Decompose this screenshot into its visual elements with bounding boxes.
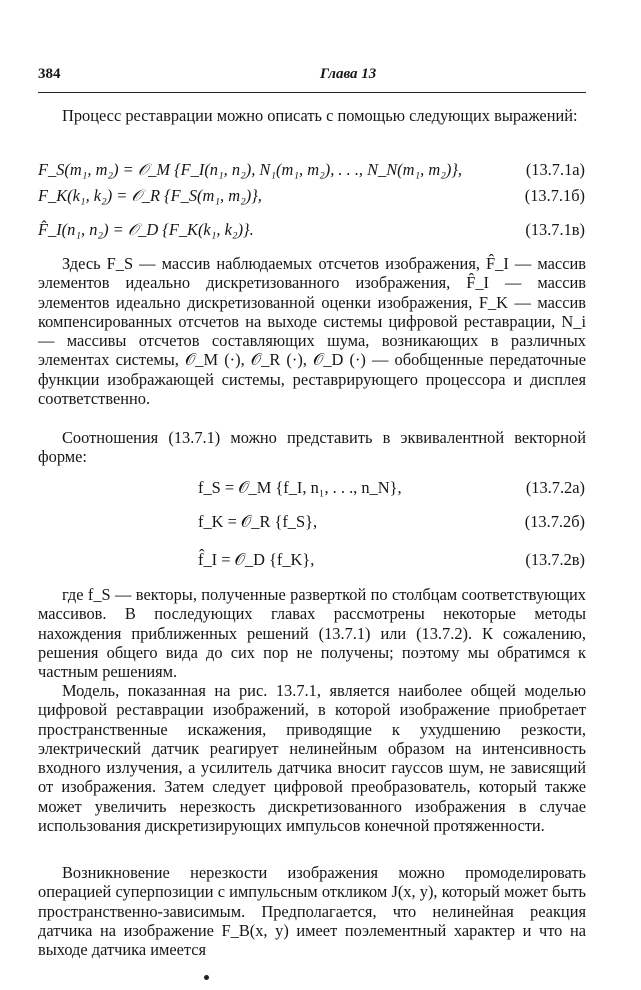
equation-label-13-7-1b: (13.7.1б): [524, 186, 585, 205]
chapter-title: Глава 13: [320, 66, 377, 82]
equation-13-7-1a: F_S(m₁, m₂) = 𝒪_M {F_I(n₁, n₂), N₁(m₁, m₂), . . ., N_N(m₁, m₂)},: [38, 160, 463, 179]
equation-13-7-1b: F_K(k₁, k₂) = 𝒪_R {F_S(m₁, m₂)},: [38, 186, 262, 205]
ink-dot: [204, 975, 209, 980]
paragraph-vector-form: Соотношения (13.7.1) можно представить в эквивалентной векторной форме:: [38, 428, 586, 467]
equation-13-7-2b: f_K = 𝒪_R {f_S},: [198, 512, 318, 531]
equation-label-13-7-2b: (13.7.2б): [524, 512, 585, 531]
equation-13-7-2a: f_S = 𝒪_M {f_I, n₁, . . ., n_N},: [198, 478, 402, 497]
equation-13-7-2c: f̂_I = 𝒪_D {f_K},: [198, 550, 315, 569]
paragraph-intro: Процесс реставрации можно описать с помощью следующих выражений:: [62, 106, 578, 125]
header-rule: [38, 92, 586, 93]
equation-label-13-7-2a: (13.7.2а): [525, 478, 585, 497]
page-number: 384: [38, 66, 61, 82]
equation-label-13-7-2c: (13.7.2в): [525, 550, 585, 569]
paragraph-definitions: Здесь F_S — массив наблюдаемых отсчетов изображения, F̂_I — массив элементов идеально дискретизованного изображения, F̂_I — массив элементов идеально дискретизованной оценки изображения, F_K — массив компенсированных отсчетов на выходе системы цифровой реставрации, N_i — массивы отсчетов составляющих шума, возникающих в различных элементах системы, 𝒪_M (·), 𝒪_R (·), 𝒪_D (·) — обобщенные передаточные функции изображающей системы, реставрирующего процессора и дисплея соответственно.: [38, 254, 586, 409]
paragraph-model: Модель, показанная на рис. 13.7.1, является наиболее общей моделью цифровой реставрации изображений, в которой изображение приобретает пространственные искажения, приводящие к ухудшению резкости, электрический датчик реагирует нелинейным образом на интенсивность входного излучения, а усилитель датчика вносит гауссов шум, не зависящий от изображения. Затем следует цифровой преобразователь, который также может увеличить нерезкость дискретизованного изображения в случае использования дискретизирующих импульсов конечной протяженности.: [38, 681, 586, 836]
equation-label-13-7-1a: (13.7.1а): [525, 160, 585, 179]
equation-label-13-7-1c: (13.7.1в): [525, 220, 585, 239]
paragraph-vectors: где f_S — векторы, полученные разверткой по столбцам соответствующих массивов. В последующих главах рассмотрены некоторые методы нахождения приближенных решений (13.7.1) или (13.7.2). К сожалению, решения общего вида до сих пор не получены; поэтому мы обратимся к частным решениям.: [38, 585, 586, 682]
page-header: [38, 66, 585, 90]
equation-13-7-1c: F̂_I(n₁, n₂) = 𝒪_D {F_K(k₁, k₂)}.: [38, 220, 254, 239]
paragraph-blur: Возникновение нерезкости изображения можно промоделировать операцией суперпозиции с импульсным откликом J(x, y), который может быть пространственно-зависимым. Предполагается, что нелинейная реакция датчика на изображение F_B(x, y) имеет поэлементный характер и что на выходе датчика имеется: [38, 863, 586, 960]
